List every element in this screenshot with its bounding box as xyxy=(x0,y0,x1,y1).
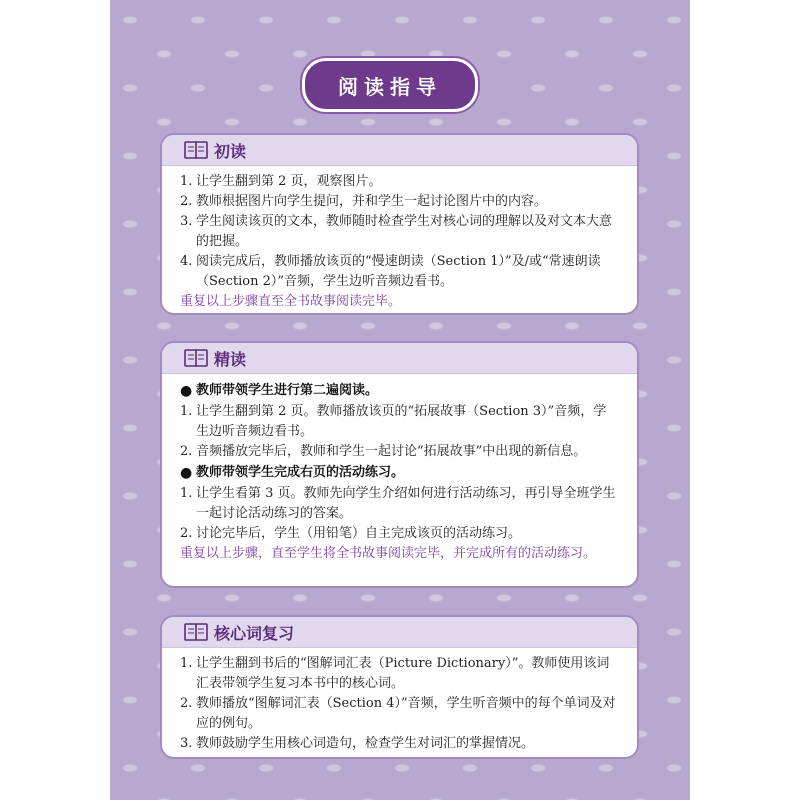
section-title: 精读 xyxy=(214,349,247,369)
item-text: 音频播放完毕后，教师和学生一起讨论“拓展故事”中出现的新信息。 xyxy=(196,444,587,459)
bullet-dot: ● xyxy=(180,383,193,399)
section-header xyxy=(162,135,637,166)
item-number: 2. xyxy=(180,194,193,209)
section-card-close-reading xyxy=(160,341,639,588)
item-number: 1. xyxy=(180,174,193,189)
list-item xyxy=(180,524,619,544)
item-text: 讨论完毕后，学生（用铅笔）自主完成该页的活动练习。 xyxy=(196,526,522,541)
section-card-first-reading xyxy=(160,133,639,315)
item-number: 4. xyxy=(180,254,193,269)
item-number: 3. xyxy=(180,736,193,751)
item-number: 3. xyxy=(180,214,193,229)
item-text: 教师播放“图解词汇表（Section 4）”音频，学生听音频中的每个单词及对应的例句。 xyxy=(196,696,616,731)
list-item xyxy=(180,212,619,252)
bullet-text: 教师带领学生进行第二遍阅读。 xyxy=(196,383,379,398)
item-number: 2. xyxy=(180,526,193,541)
list-item xyxy=(180,484,619,524)
section-card-core-vocab-review xyxy=(160,615,639,759)
item-text: 让学生翻到第 2 页。教师播放该页的“拓展故事（Section 3）”音频，学生边听音频边看书。 xyxy=(196,404,607,439)
open-book-icon xyxy=(184,349,208,367)
section-header xyxy=(162,617,637,648)
list-item xyxy=(180,192,619,212)
list-item xyxy=(180,734,619,754)
item-text: 教师鼓励学生用核心词造句，检查学生对词汇的掌握情况。 xyxy=(196,736,535,751)
page-background xyxy=(110,0,690,800)
item-text: 教师根据图片向学生提问，并和学生一起讨论图片中的内容。 xyxy=(196,194,548,209)
section-body xyxy=(162,648,637,754)
item-text: 学生阅读该页的文本，教师随时检查学生对核心词的理解以及对文本大意的把握。 xyxy=(196,214,613,249)
item-text: 阅读完成后，教师播放该页的“慢速朗读（Section 1）”及/或“常速朗读（Section 2）”音频，学生边听音频边看书。 xyxy=(196,254,601,289)
item-number: 2. xyxy=(180,444,193,459)
bullet-heading xyxy=(180,462,619,484)
open-book-icon xyxy=(184,141,208,159)
item-text: 让学生翻到书后的“图解词汇表（Picture Dictionary）”。教师使用该词汇表带领学生复习本书中的核心词。 xyxy=(196,656,610,691)
list-item xyxy=(180,694,619,734)
section-header xyxy=(162,343,637,374)
section-title: 初读 xyxy=(214,141,247,161)
item-number: 1. xyxy=(180,656,193,671)
page-title: 阅读指导 xyxy=(302,58,478,112)
list-item xyxy=(180,654,619,694)
item-number: 1. xyxy=(180,404,193,419)
bullet-dot: ● xyxy=(180,465,193,481)
bullet-text: 教师带领学生完成右页的活动练习。 xyxy=(196,465,405,480)
section-body xyxy=(162,374,637,564)
item-text: 让学生翻到第 2 页，观察图片。 xyxy=(196,174,382,189)
section-title: 核心词复习 xyxy=(214,623,295,643)
list-item xyxy=(180,252,619,292)
list-item xyxy=(180,172,619,192)
open-book-icon xyxy=(184,623,208,641)
list-item xyxy=(180,442,619,462)
repeat-note: 重复以上步骤，直至学生将全书故事阅读完毕，并完成所有的活动练习。 xyxy=(180,546,597,561)
list-item xyxy=(180,402,619,442)
item-text: 让学生看第 3 页。教师先向学生介绍如何进行活动练习，再引导全班学生一起讨论活动练习的答案。 xyxy=(196,486,616,521)
bullet-heading xyxy=(180,380,619,402)
item-number: 1. xyxy=(180,486,193,501)
item-number: 2. xyxy=(180,696,193,711)
repeat-note: 重复以上步骤直至全书故事阅读完毕。 xyxy=(180,294,402,309)
section-body xyxy=(162,166,637,312)
